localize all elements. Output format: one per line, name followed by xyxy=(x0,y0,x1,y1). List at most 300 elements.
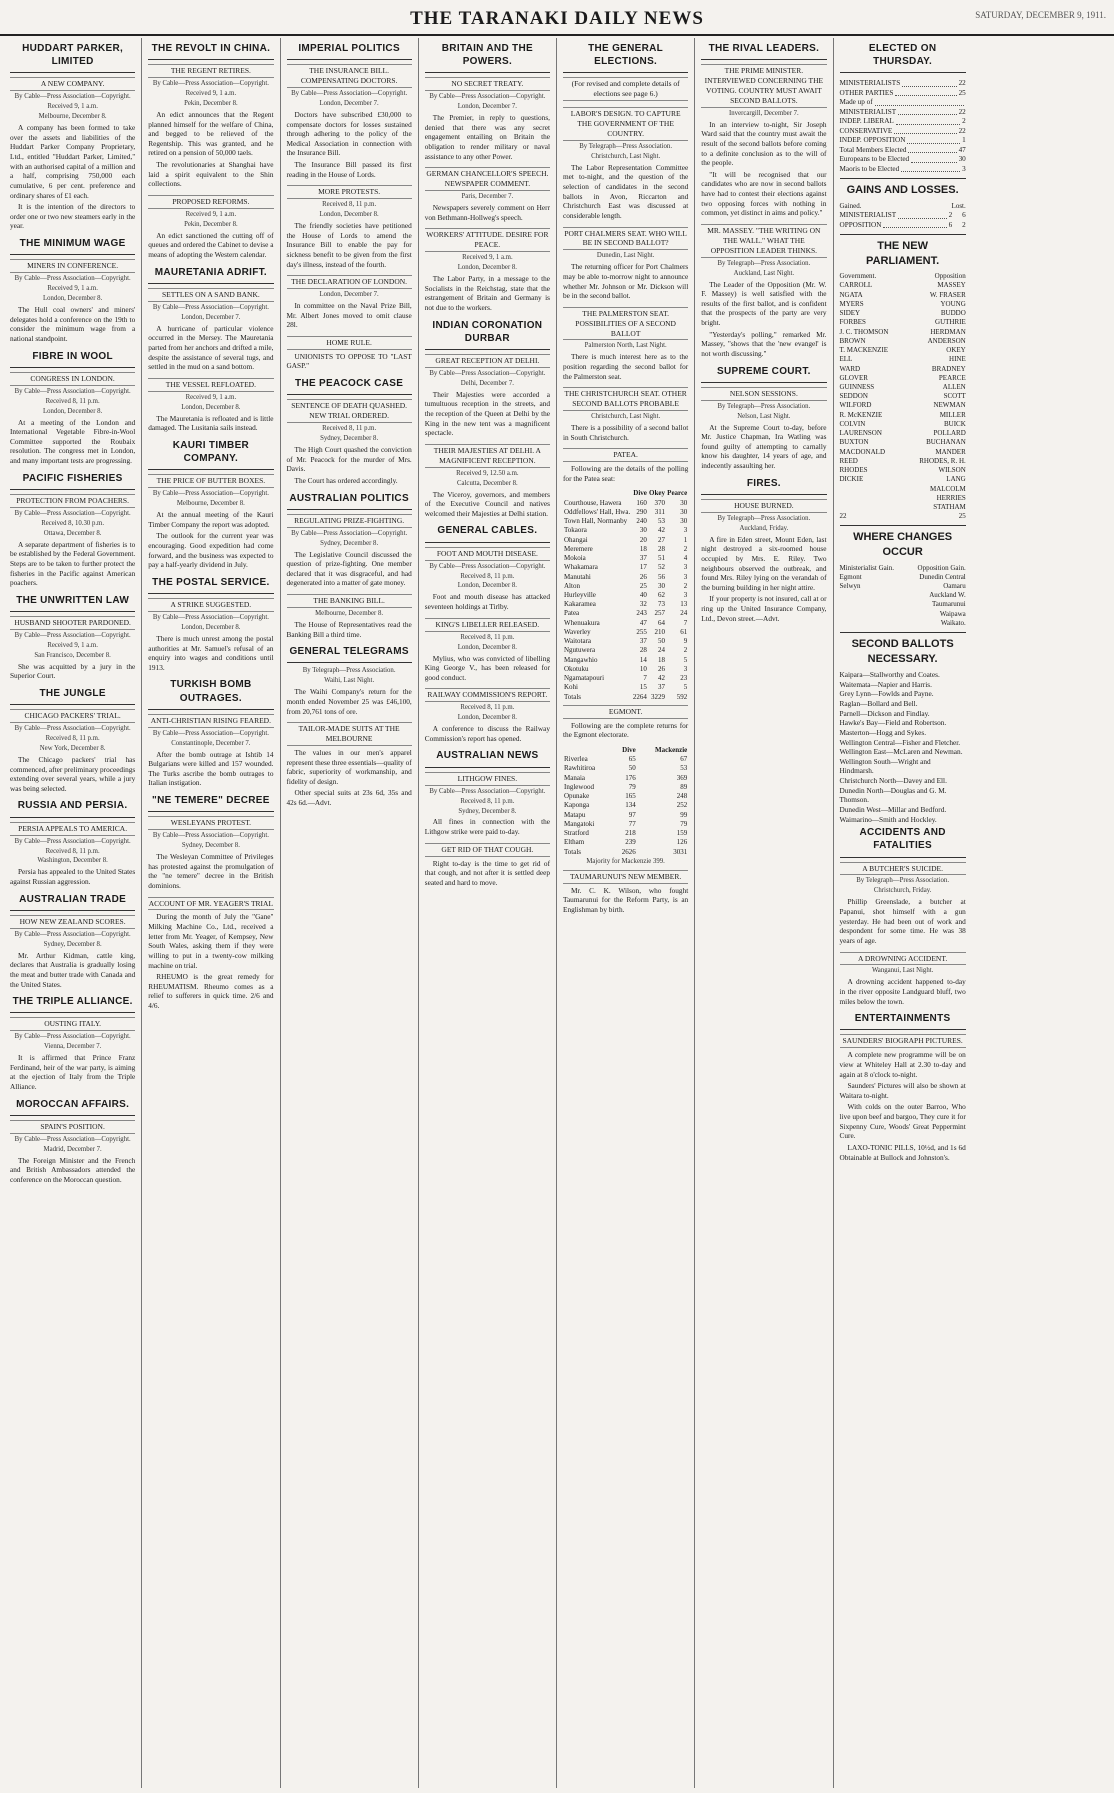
article-paragraph: There is much unrest among the postal authorities at Mr. Samuel's refusal of an enquiry into wages and conditions until 1913. xyxy=(148,633,274,672)
second-ballot-line: Wellington East—McLaren and Newman. xyxy=(839,747,963,757)
heading-rule xyxy=(287,509,412,510)
table-cell: Stratford xyxy=(564,829,589,838)
article-credit: By Cable—Press Association—Copyright. xyxy=(152,303,269,311)
spacer xyxy=(952,211,962,221)
elected-value: 1 xyxy=(962,136,966,145)
government-member: R. McKENZIE xyxy=(839,410,883,419)
table-cell: 210 xyxy=(654,627,665,636)
elected-value: 22 xyxy=(958,79,966,88)
table-cell: Kaponga xyxy=(564,801,590,810)
opposition-member: BRADNEY xyxy=(931,364,966,373)
opposition-member: WILSON xyxy=(938,466,966,475)
article-subhead: TAUMARUNUI'S NEW MEMBER. xyxy=(563,870,688,884)
article-body xyxy=(148,414,273,433)
table-header-cell: Okey xyxy=(649,489,665,498)
table-cell: 2 xyxy=(683,646,688,655)
table-cell: 51 xyxy=(657,554,665,563)
elected-row xyxy=(840,79,966,89)
opposition-member: BUICK xyxy=(943,419,966,428)
article-body xyxy=(425,113,550,161)
table-cell: Mangawhio xyxy=(564,655,598,664)
article-paragraph: UNIONISTS TO OPPOSE TO "LAST GASP." xyxy=(286,351,412,371)
gains-label: OPPOSITION xyxy=(839,220,882,229)
article-body xyxy=(10,418,135,466)
article-body xyxy=(148,231,273,260)
opposition-member: HERRIES xyxy=(936,493,966,502)
article-credit: By Cable—Press Association—Copyright. xyxy=(429,369,546,377)
article-paragraph: During the month of July the "Gane" Milking Machine Co., Ltd., received a letter from Mr. Yeager, of Kempsey, New South Wales, asking them if they were willing to put in a twenty-cow milking machine on trial. xyxy=(148,912,274,970)
elected-value: 2 xyxy=(962,117,966,126)
article xyxy=(287,185,412,269)
government-member: ELL xyxy=(839,355,853,364)
article-credit: By Cable—Press Association—Copyright. xyxy=(14,725,131,733)
table-cell: 89 xyxy=(680,782,688,791)
opposition-member: ALLEN xyxy=(942,382,966,391)
table-cell: 3 xyxy=(683,563,688,572)
article-body xyxy=(287,301,412,330)
issue-date: SATURDAY, DECEMBER 9, 1911. xyxy=(975,10,1106,20)
article-dateline: London, December 7. xyxy=(319,99,379,107)
article-dateline: London, December 8. xyxy=(319,211,379,219)
article-paragraph: The High Court quashed the conviction of Mr. Peacock for the murder of Mrs. Davis. xyxy=(286,445,412,474)
table-cell: Patea xyxy=(564,609,580,618)
article-subhead: OUSTING ITALY. xyxy=(10,1017,135,1031)
opposition-member: W. FRASER xyxy=(929,290,966,299)
heading-rule xyxy=(840,857,966,858)
article-received: Received 8, 11 p.m. xyxy=(45,847,100,855)
article-subhead: THE BANKING BILL. xyxy=(287,594,412,608)
article-body xyxy=(10,540,135,588)
article-dateline: Sydney, December 8. xyxy=(458,807,517,815)
elected-label: CONSERVATIVE xyxy=(839,126,893,135)
table-cell: 50 xyxy=(657,637,665,646)
article-dateline: Vienna, December 7. xyxy=(43,1043,102,1051)
opposition-gain: Auckland W. xyxy=(929,591,966,600)
government-member: CARROLL xyxy=(839,281,873,290)
leader-dots xyxy=(896,117,960,125)
changes-row xyxy=(840,619,966,628)
article-dateline: Washington, December 8. xyxy=(37,857,108,865)
article-paragraph: The House of Representatives read the Banking Bill a third time. xyxy=(286,619,412,639)
article-body xyxy=(425,654,550,683)
changes-row xyxy=(840,582,966,591)
opposition-member: OKEY xyxy=(946,346,966,355)
article-body xyxy=(148,110,273,189)
table-row xyxy=(563,591,688,600)
table-row xyxy=(563,811,688,820)
article-heading: PACIFIC FISHERIES xyxy=(22,472,123,484)
article xyxy=(10,237,135,343)
article xyxy=(10,350,135,466)
parliament-row xyxy=(840,355,966,364)
table-cell: 79 xyxy=(628,782,636,791)
article-credit: By Cable—Press Association—Copyright. xyxy=(14,930,131,938)
table-cell: Hurleyville xyxy=(564,591,596,599)
table-row xyxy=(563,563,688,572)
article-body xyxy=(563,352,688,381)
article xyxy=(287,377,412,485)
changes-row xyxy=(840,591,966,600)
article xyxy=(10,594,135,681)
heading-rule xyxy=(10,367,135,368)
article-heading: IMPERIAL POLITICS xyxy=(298,43,400,54)
article-dateline: Delhi, December 7. xyxy=(460,379,514,387)
government-member: SIDEY xyxy=(839,309,861,318)
table-cell: 18 xyxy=(639,544,647,553)
table-cell: 18 xyxy=(657,655,665,664)
table-cell: 3 xyxy=(683,572,688,581)
article-paragraph: The Chicago packers' trial has commenced, after preliminary proceedings extending over several years, while a jury was being selected. xyxy=(10,754,136,793)
table-cell: 1 xyxy=(683,535,688,544)
article xyxy=(10,799,135,886)
article xyxy=(425,319,550,438)
article-paragraph: The revolutionaries at Shanghai have laid a spirit equivalent to the Shin collections. xyxy=(148,160,274,189)
table-cell: Eltham xyxy=(564,838,585,847)
table-row xyxy=(563,619,688,628)
changes-row xyxy=(840,610,966,619)
table-cell: Waitotara xyxy=(564,637,592,646)
article-credit: By Cable—Press Association—Copyright. xyxy=(14,275,131,283)
article-body xyxy=(701,423,826,471)
government-member: MYERS xyxy=(839,299,864,308)
parliament-row xyxy=(840,485,966,494)
article-subhead: A DROWNING ACCIDENT. xyxy=(840,952,966,966)
table-cell: Totals xyxy=(564,847,582,856)
article-paragraph: In an interview to-night, Sir Joseph Ward said that the country must await the result of the second ballots before coming to a definite conclusion as to the will of the people. xyxy=(701,119,827,168)
table-row xyxy=(563,508,688,517)
article-received: Received 9, 1 a.m. xyxy=(185,210,237,218)
table-cell: Ngamatapouri xyxy=(564,674,605,683)
parliament-row xyxy=(840,420,966,429)
article xyxy=(148,266,273,372)
table-row xyxy=(563,848,688,857)
table-cell: Mangatoki xyxy=(564,819,595,828)
elected-row xyxy=(840,98,966,108)
article xyxy=(840,952,966,1007)
parliament-col-label: Opposition xyxy=(934,272,966,281)
table-cell: 9 xyxy=(683,637,688,646)
table-cell: 30 xyxy=(680,498,688,507)
article-body xyxy=(10,123,135,231)
article xyxy=(425,228,550,312)
table-cell: 77 xyxy=(628,819,636,828)
article-heading: THE RIVAL LEADERS. xyxy=(708,43,820,54)
table-row xyxy=(563,792,688,801)
parliament-row xyxy=(840,438,966,447)
table-cell: 79 xyxy=(680,819,688,828)
article-subhead: GREAT RECEPTION AT DELHI. xyxy=(425,354,550,368)
changes-col-label: Opposition Gain. xyxy=(917,563,966,572)
article-paragraph: A company has been formed to take over the assets and liabilities of the Huddart Parker Company Proprietary, Ltd., entitled "Huddart Parker, Limited," with an authorised capital of a million and a half, comprising 750,000 each cumulative, 6 per cent. preference and ordinary shares of £1 each. xyxy=(10,123,136,200)
table-row xyxy=(563,536,688,545)
gains-col-label: Gained. xyxy=(839,201,862,210)
table-cell: 243 xyxy=(636,609,647,618)
table-cell: Riverlea xyxy=(564,755,588,764)
table-cell: 24 xyxy=(657,646,665,655)
section-rule xyxy=(840,178,966,179)
article-paragraph: Following are the details of the polling for the Patea seat: xyxy=(563,464,689,483)
article-subhead: THE VESSEL REFLOATED. xyxy=(148,378,273,392)
government-member: J. C. THOMSON xyxy=(839,327,889,336)
article-body xyxy=(287,352,412,371)
leader-dots xyxy=(898,108,956,116)
government-member: LAURENSON xyxy=(839,429,882,438)
article-credit: By Telegraph—Press Association. xyxy=(717,514,811,522)
article-body xyxy=(148,852,273,891)
article-body xyxy=(563,886,688,915)
article-body xyxy=(10,1156,135,1185)
article-subhead: SENTENCE OF DEATH QUASHED. NEW TRIAL ORDERED. xyxy=(287,399,412,423)
column-grid xyxy=(4,38,1110,1788)
heading-rule xyxy=(10,704,135,705)
article-subhead: ACCOUNT OF MR. YEAGER'S TRIAL xyxy=(148,897,273,911)
article-dateline: Auckland, Friday. xyxy=(739,524,789,532)
heading-rule xyxy=(425,542,550,543)
second-ballot-line: Waitemata—Napier and Harris. xyxy=(839,679,932,689)
table-cell: 2626 xyxy=(621,847,636,856)
opposition-member: MILLER xyxy=(939,410,966,419)
table-cell: 2 xyxy=(683,581,688,590)
heading-rule xyxy=(701,382,826,383)
leader-dots xyxy=(911,155,956,163)
government-member: BROWN xyxy=(839,336,866,345)
gains-gained: 2 xyxy=(948,211,953,220)
article xyxy=(10,42,135,231)
article xyxy=(287,275,412,330)
table-cell: Manaia xyxy=(564,773,585,782)
article-credit: By Cable—Press Association—Copyright. xyxy=(291,89,408,97)
elected-value: 22 xyxy=(958,107,966,116)
article-paragraph: Other special suits at 23s 6d, 35s and 42s 6d.—Advt. xyxy=(286,788,412,808)
article xyxy=(287,594,412,639)
article-heading: ELECTED ON THURSDAY. xyxy=(868,43,937,68)
article-heading: AUSTRALIAN NEWS xyxy=(436,750,539,762)
second-ballot-line: Grey Lynn—Fowlds and Payne. xyxy=(839,689,934,699)
article-subhead: THE DECLARATION OF LONDON. xyxy=(287,275,412,289)
heading-rule xyxy=(148,811,273,812)
article-subhead: PROPOSED REFORMS. xyxy=(148,195,273,209)
article xyxy=(10,1098,135,1185)
parliament-row xyxy=(840,309,966,318)
column-1 xyxy=(4,38,142,1788)
table-row xyxy=(563,637,688,646)
article-paragraph: A complete new programme will be on view at Whiteley Hall at 2.30 to-day and again at 8 o'clock to-night. xyxy=(839,1050,966,1079)
leader-dots xyxy=(898,211,946,219)
article-credit: By Cable—Press Association—Copyright. xyxy=(152,832,269,840)
table-cell: 28 xyxy=(657,544,665,553)
article-body xyxy=(701,535,826,624)
government-member: DICKIE xyxy=(839,475,864,484)
table-cell: 218 xyxy=(625,829,636,838)
table-cell: 4 xyxy=(683,554,688,563)
article-heading: AUSTRALIAN POLITICS xyxy=(289,492,409,504)
article-body xyxy=(425,592,550,611)
opposition-member: MASSEY xyxy=(937,281,966,290)
article-heading: MOROCCAN AFFAIRS. xyxy=(16,1098,130,1110)
heading-rule xyxy=(701,59,826,60)
table-cell: 15 xyxy=(639,683,647,692)
article xyxy=(148,576,273,673)
elected-label: Made up of xyxy=(839,98,873,107)
table-row xyxy=(563,545,688,554)
section-rule xyxy=(840,525,966,526)
article-subhead: PERSIA APPEALS TO AMERICA. xyxy=(10,822,135,836)
article-received: Received 9, 1 a.m. xyxy=(185,90,237,98)
parliament-row xyxy=(840,365,966,374)
table-row xyxy=(563,764,688,773)
article xyxy=(563,227,688,301)
article-credit: By Cable—Press Association—Copyright. xyxy=(429,787,546,795)
table-row xyxy=(563,582,688,591)
article-body xyxy=(287,687,412,716)
table-cell: 592 xyxy=(676,692,688,701)
article-paragraph: Following are the complete returns for the Egmont electorate. xyxy=(563,720,689,740)
article-dateline: Pekin, December 8. xyxy=(184,100,238,108)
elected-value: 47 xyxy=(958,145,966,154)
heading-rule xyxy=(148,709,273,710)
table-cell: 37 xyxy=(639,637,647,646)
heading-rule xyxy=(10,910,135,911)
table-cell: 30 xyxy=(680,517,688,526)
article xyxy=(148,678,273,788)
elected-label: INDEP. OPPOSITION xyxy=(839,136,906,145)
article-subhead: TAILOR-MADE SUITS AT THE MELBOURNE xyxy=(287,722,412,746)
article-dateline: Palmerston North, Last Night. xyxy=(584,342,667,350)
table-cell: 47 xyxy=(639,618,647,627)
article xyxy=(10,893,135,990)
article-heading: GENERAL CABLES. xyxy=(437,525,538,537)
heading-rule xyxy=(10,817,135,818)
article-subhead: A STRIKE SUGGESTED. xyxy=(148,598,273,612)
article-body xyxy=(148,510,273,570)
gains-lost: 6 xyxy=(962,211,966,220)
table-cell: 3 xyxy=(683,591,688,599)
article-body xyxy=(425,817,550,836)
government-member: COLVIN xyxy=(839,419,866,428)
article-body xyxy=(425,859,550,888)
article-credit: By Cable—Press Association—Copyright. xyxy=(429,93,546,101)
changes-row xyxy=(840,573,966,582)
article-subhead: THE CHRISTCHURCH SEAT. OTHER SECOND BALLOTS PROBABLE xyxy=(563,387,688,411)
article xyxy=(425,167,550,222)
article-subhead: HOME RULE. xyxy=(287,336,412,350)
table-cell: 2264 xyxy=(632,692,647,701)
article-heading: THE UNWRITTEN LAW xyxy=(16,594,130,606)
table-cell: 17 xyxy=(639,563,647,572)
leader-dots xyxy=(908,146,956,154)
article-dateline: London, December 8. xyxy=(181,623,241,631)
parliament-row xyxy=(840,448,966,457)
heading-rule xyxy=(287,394,412,395)
article xyxy=(701,477,826,624)
heading-rule xyxy=(10,1115,135,1116)
article-heading: "NE TEMERE" DECREE xyxy=(152,795,270,807)
article-body xyxy=(425,274,550,313)
article-paragraph: The Hull coal owners' and miners' delegates hold a conference on the 19th to consider the minimum wage from a national standpoint. xyxy=(10,305,136,343)
article-received: Received 8, 11 p.m. xyxy=(460,797,515,805)
article xyxy=(840,1012,966,1162)
table-cell: 290 xyxy=(636,507,647,516)
article-heading: THE PEACOCK CASE xyxy=(295,378,404,390)
article-credit: By Telegraph—Press Association. xyxy=(717,259,811,267)
article-dateline: London, December 8. xyxy=(457,582,517,590)
second-ballot-line: Wellington South—Wright and Hindmarsh. xyxy=(839,756,931,776)
table-row xyxy=(563,683,688,692)
article-body xyxy=(563,423,688,442)
article-credit: By Cable—Press Association—Copyright. xyxy=(152,80,269,88)
article xyxy=(148,794,273,891)
article-received: Received 9, 1 a.m. xyxy=(47,285,98,293)
column-3 xyxy=(281,38,419,1788)
table-cell: Totals xyxy=(564,692,582,701)
table-cell: 5 xyxy=(683,683,688,692)
article-credit: By Cable—Press Association—Copyright. xyxy=(14,837,131,845)
article-dateline: London, December 7. xyxy=(457,103,517,111)
second-ballot-line: Christchurch North—Davey and Ell. xyxy=(839,776,947,786)
table-cell: 30 xyxy=(680,507,688,516)
article-heading: FIRES. xyxy=(746,477,781,489)
table-cell: Kohi xyxy=(564,683,578,692)
article-paragraph: A separate department of fisheries is to be established by the Federal Government. Steps are to be taken to further protect the fisheries in the Pacific against American poachers. xyxy=(10,539,136,588)
gains-gained: 6 xyxy=(948,220,953,229)
article xyxy=(701,224,826,359)
article-body xyxy=(840,897,966,945)
article-subhead: SPAIN'S POSITION. xyxy=(10,1120,135,1134)
article-subhead: THE PRIME MINISTER. INTERVIEWED CONCERNING THE VOTING. COUNTRY MUST AWAIT SECOND BALLOTS. xyxy=(701,64,826,108)
article-paragraph: Right to-day is the time to get rid of that cough, and not after it is settled deep seated and hard to move. xyxy=(424,858,550,887)
article-dateline: London, December 8. xyxy=(42,295,103,303)
article xyxy=(840,42,966,73)
government-member: T. MACKENZIE xyxy=(839,346,888,355)
table-cell: Town Hall, Normanby xyxy=(564,517,628,526)
second-ballot-line: Parnell—Dickson and Findlay. xyxy=(839,708,930,718)
article-body xyxy=(10,867,135,886)
article-credit: By Cable—Press Association—Copyright. xyxy=(14,1135,131,1143)
parliament-row xyxy=(840,281,966,290)
opposition-total: 25 xyxy=(958,512,966,521)
parliament-row xyxy=(840,300,966,309)
article-paragraph: Phillip Greenslade, a butcher at Papanui, shot himself with a gun yesterday. He had been out of work and despondent for some time. He was 38 years of age. xyxy=(839,897,966,945)
article-dateline: New York, December 8. xyxy=(39,745,106,752)
table-cell: 37 xyxy=(639,554,647,563)
article-subhead: LITHGOW FINES. xyxy=(425,772,550,786)
parliament-row xyxy=(840,383,966,392)
table-header-row xyxy=(563,746,688,755)
article-body xyxy=(287,221,412,269)
article-paragraph: The friendly societies have petitioned the House of Lords to amend the Insurance Bill to enable the pay for sickness benefit to be given from the first day's illness, instead of the fourth. xyxy=(286,221,412,269)
elected-row xyxy=(840,155,966,165)
table-cell: Whakamara xyxy=(564,563,598,572)
spacer xyxy=(952,221,962,231)
article-dateline: Calcutta, December 8. xyxy=(456,479,518,487)
article-heading: THE GENERAL ELECTIONS. xyxy=(588,43,664,68)
article-paragraph: The Labor Representation Committee met to-night, and the question of the selection of candidates in the second ballots in Avon, Riccarton and Christchurch East was discussed at considerable length. xyxy=(563,162,689,220)
table-cell: Tokaora xyxy=(564,526,587,535)
article-credit: By Cable—Press Association—Copyright. xyxy=(291,529,408,537)
table-cell: 13 xyxy=(680,600,688,609)
table-cell: 5 xyxy=(683,655,688,664)
article-paragraph: All fines in connection with the Lithgow strike were paid to-day. xyxy=(424,817,550,837)
article xyxy=(563,448,688,483)
elected-row xyxy=(840,127,966,137)
parliament-row xyxy=(840,457,966,466)
article-body xyxy=(701,280,826,359)
article-body xyxy=(10,305,135,344)
article-subhead: CHICAGO PACKERS' TRIAL. xyxy=(10,709,135,723)
table-row xyxy=(563,755,688,764)
masthead xyxy=(0,0,1114,36)
heading-rule xyxy=(701,494,826,495)
